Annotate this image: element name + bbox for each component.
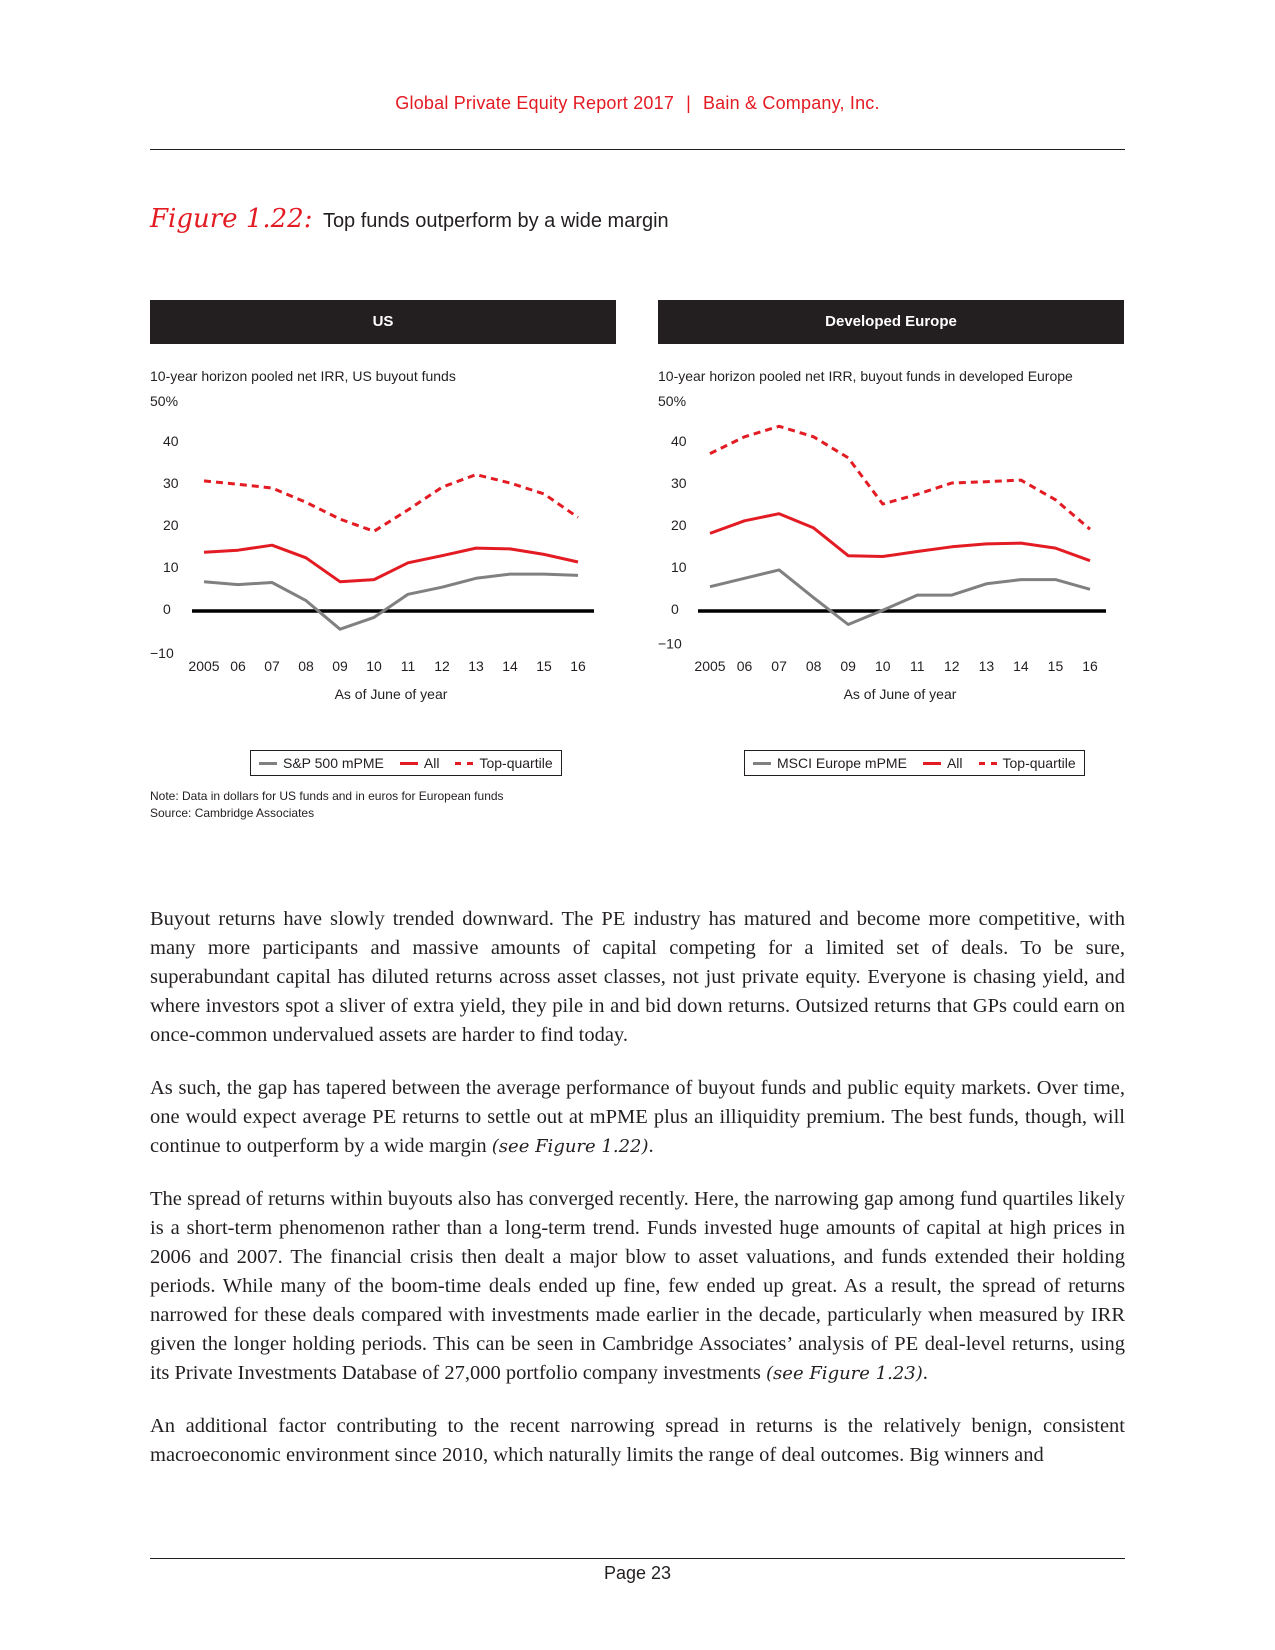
figure-reference[interactable]: (see Figure 1.23) [766, 1363, 923, 1384]
footer-rule [150, 1558, 1125, 1559]
legend-item-mpme [753, 755, 907, 771]
chart-subtitle: 10-year horizon pooled net IRR, buyout funds in developed Europe [658, 368, 1073, 384]
source-text: Source: Cambridge Associates [150, 806, 315, 820]
figure-caption: Top funds outperform by a wide margin [322, 210, 669, 232]
figure-title [150, 204, 669, 234]
legend-item-all [400, 755, 440, 771]
y-tick-label: 40 [163, 433, 179, 449]
y-tick-label: 10 [163, 559, 179, 575]
x-tick-label: 07 [771, 658, 787, 674]
series-line-all [710, 514, 1090, 561]
header-rule [150, 149, 1125, 150]
y-tick-label: −10 [658, 635, 682, 652]
x-axis-label: As of June of year [334, 686, 448, 702]
legend-label: Top-quartile [1002, 755, 1076, 771]
series-line-all [204, 545, 578, 582]
series-line-mpme [204, 574, 578, 629]
x-tick-label: 16 [570, 658, 586, 674]
y-tick-label: 30 [671, 475, 687, 491]
y-tick-label: −10 [150, 645, 174, 661]
x-tick-label: 11 [909, 658, 925, 674]
figure-reference[interactable]: (see Figure 1.22) [491, 1136, 649, 1157]
chart-us [150, 396, 616, 736]
legend-item-top-quartile [455, 755, 552, 771]
y-tick-label: 0 [671, 601, 679, 617]
x-axis-label: As of June of year [843, 686, 957, 702]
legend-label: MSCI Europe mPME [777, 755, 907, 771]
body-text [150, 905, 1125, 1494]
y-tick-label: 20 [163, 517, 179, 533]
paragraph [150, 1074, 1125, 1161]
x-tick-label: 14 [502, 658, 518, 674]
legend-label: Top-quartile [479, 755, 553, 771]
x-tick-label: 06 [230, 658, 246, 674]
legend-europe [744, 750, 1085, 776]
x-tick-label: 11 [400, 658, 416, 674]
legend-item-top-quartile [979, 755, 1076, 771]
x-tick-label: 15 [1047, 658, 1064, 674]
legend-swatch-solid [400, 762, 418, 765]
legend-label: All [946, 755, 963, 771]
series-line-mpme [710, 570, 1090, 625]
report-title: Global Private Equity Report 2017 [395, 93, 675, 113]
chart-panel-us [150, 300, 616, 775]
x-tick-label: 12 [434, 658, 450, 674]
x-tick-label: 10 [874, 658, 891, 674]
figure-notes [150, 788, 504, 822]
legend-label: All [423, 755, 440, 771]
x-tick-label: 16 [1082, 658, 1098, 674]
y-tick-label: 30 [163, 475, 179, 491]
x-tick-label: 09 [332, 658, 348, 674]
x-tick-label: 15 [536, 658, 552, 674]
legend-us [250, 750, 562, 776]
legend-swatch-grey [259, 762, 277, 765]
x-tick-label: 14 [1013, 658, 1029, 674]
legend-swatch-dashed [979, 762, 997, 765]
chart-europe [658, 396, 1124, 736]
legend-swatch-grey [753, 762, 771, 765]
paragraph-end: . [922, 1362, 928, 1384]
y-tick-label: 40 [671, 433, 687, 449]
figure-label: Figure 1.22: [150, 204, 313, 234]
legend-swatch-dashed [455, 762, 473, 765]
legend-label: S&P 500 mPME [283, 755, 384, 771]
panel-title-bar: Developed Europe [658, 300, 1124, 344]
page-header [0, 93, 1275, 114]
panel-title-bar: US [150, 300, 616, 344]
x-tick-label: 09 [840, 658, 856, 674]
note-text: Note: Data in dollars for US funds and in euros for European funds [150, 789, 504, 803]
paragraph-end: . [648, 1135, 654, 1157]
legend-item-mpme [259, 755, 384, 771]
series-line-top-quartile [204, 475, 578, 532]
y-tick-label: 10 [671, 559, 687, 575]
chart-subtitle: 10-year horizon pooled net IRR, US buyout funds [150, 368, 456, 384]
y-tick-label: 20 [671, 517, 687, 533]
paragraph-text: As such, the gap has tapered between the average performance of buyout funds and public equity markets. Over time, one would expect average PE returns to settle out at mPME plus an illiquidity premium. The best funds, though, will continue to outperform by a wide margin [150, 1077, 1125, 1157]
page-number: Page 23 [603, 1563, 672, 1583]
header-separator: | [686, 93, 691, 113]
x-tick-label: 07 [264, 658, 280, 674]
x-tick-label: 2005 [694, 658, 726, 674]
x-tick-label: 10 [366, 658, 382, 674]
x-tick-label: 13 [978, 658, 995, 674]
legend-swatch-solid [923, 762, 941, 765]
x-tick-label: 08 [805, 658, 822, 674]
paragraph: An additional factor contributing to the recent narrowing spread in returns is the relatively benign, consistent macroeconomic environment since 2010, which naturally limits the range of deal outcomes. Big winners and [150, 1415, 1125, 1466]
paragraph: Buyout returns have slowly trended downward. The PE industry has matured and become more competitive, with many more participants and massive amounts of capital competing for a limited set of deals. To be sure, superabundant capital has diluted returns across asset classes, not just private equity. Everyone is chasing yield, and where investors spot a sliver of extra yield, they pile in and bid down returns. Outsized returns that GPs could earn on once-common undervalued assets are harder to find today. [150, 908, 1125, 1046]
legend-item-all [923, 755, 963, 771]
x-tick-label: 13 [468, 658, 484, 674]
paragraph [150, 1185, 1125, 1388]
chart-panel-europe [658, 300, 1124, 775]
x-tick-label: 08 [298, 658, 314, 674]
x-tick-label: 12 [944, 658, 960, 674]
y-tick-label: 50% [150, 396, 179, 409]
y-tick-label: 0 [163, 601, 171, 617]
company-name: Bain & Company, Inc. [702, 93, 880, 113]
series-line-top-quartile [710, 426, 1090, 529]
paragraph-text: The spread of returns within buyouts also has converged recently. Here, the narrowing gap among fund quartiles likely is a short-term phenomenon rather than a long-term trend. Funds invested huge amounts of capital at high prices in 2006 and 2007. The financial crisis then dealt a major blow to asset valuations, and funds extended their holding periods. While many of the boom-time deals ended up fine, few ended up great. As a result, the spread of returns narrowed for these deals compared with investments made earlier in the decade, particularly when measured by IRR given the longer holding periods. This can be seen in Cambridge Associates’ analysis of PE deal-level returns, using its Private Investments Database of 27,000 portfolio company investments [150, 1188, 1125, 1384]
x-tick-label: 06 [736, 658, 753, 674]
x-tick-label: 2005 [188, 658, 220, 674]
y-tick-label: 50% [658, 396, 687, 409]
